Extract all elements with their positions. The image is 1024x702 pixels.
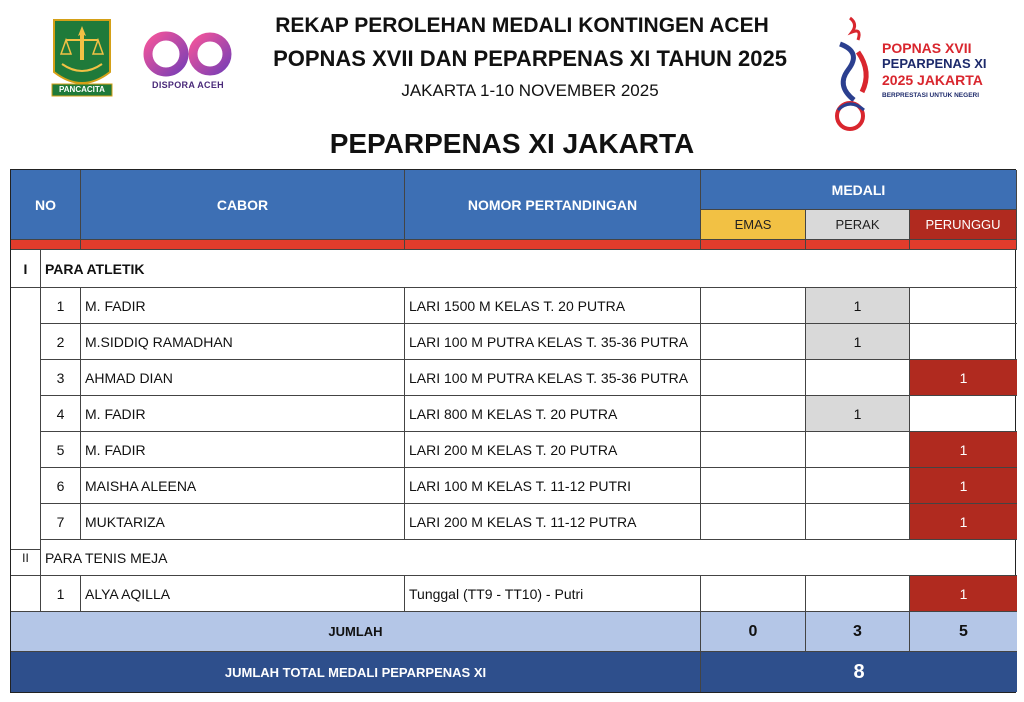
aceh-logo-caption: PANCACITA	[59, 85, 105, 94]
col-emas: EMAS	[701, 210, 806, 240]
row-no: 4	[41, 396, 81, 432]
row-perak	[806, 576, 910, 612]
sum-label: JUMLAH	[11, 612, 701, 652]
row-emas	[701, 576, 806, 612]
section-row	[11, 250, 1015, 288]
row-perunggu: 1	[910, 468, 1017, 504]
col-cabor: CABOR	[81, 170, 405, 240]
row-no: 1	[41, 288, 81, 324]
dispora-logo-caption: DISPORA ACEH	[152, 80, 224, 90]
table-row	[11, 468, 1015, 504]
row-perunggu: 1	[910, 504, 1017, 540]
row-no: 1	[41, 576, 81, 612]
row-event: LARI 100 M PUTRA KELAS T. 35-36 PUTRA	[405, 360, 701, 396]
section-name: PARA ATLETIK	[41, 250, 1017, 288]
row-no: 5	[41, 432, 81, 468]
row-athlete: M. FADIR	[81, 288, 405, 324]
row-athlete: AHMAD DIAN	[81, 360, 405, 396]
col-nomor: NOMOR PERTANDINGAN	[405, 170, 701, 240]
row-event: Tunggal (TT9 - TT10) - Putri	[405, 576, 701, 612]
row-athlete: MAISHA ALEENA	[81, 468, 405, 504]
col-medali: MEDALI	[701, 170, 1017, 210]
popnas-logo-line3: 2025 JAKARTA	[882, 72, 983, 88]
sum-perunggu: 5	[910, 612, 1017, 652]
popnas-logo-line2: PEPARPENAS XI	[882, 56, 987, 71]
section-name: PARA TENIS MEJA	[41, 540, 1017, 576]
row-emas	[701, 396, 806, 432]
row-perak	[806, 468, 910, 504]
col-perunggu: PERUNGGU	[910, 210, 1017, 240]
table-row	[11, 396, 1015, 432]
total-value: 8	[701, 652, 1017, 692]
row-athlete: M. FADIR	[81, 396, 405, 432]
page-subtitle: PEPARPENAS XI JAKARTA	[329, 128, 695, 159]
col-perak: PERAK	[806, 210, 910, 240]
row-perunggu	[910, 396, 1017, 432]
header-separator	[11, 240, 1015, 250]
row-athlete: M. FADIR	[81, 432, 405, 468]
table-row	[11, 504, 1015, 540]
row-athlete: M.SIDDIQ RAMADHAN	[81, 324, 405, 360]
row-event: LARI 800 M KELAS T. 20 PUTRA	[405, 396, 701, 432]
table-row	[11, 324, 1015, 360]
table-row	[11, 288, 1015, 324]
row-event: LARI 100 M KELAS T. 11-12 PUTRI	[405, 468, 701, 504]
row-perak: 1	[806, 288, 910, 324]
row-emas	[701, 360, 806, 396]
table-header	[11, 170, 1015, 240]
row-emas	[701, 504, 806, 540]
row-emas	[701, 468, 806, 504]
row-event: LARI 100 M PUTRA KELAS T. 35-36 PUTRA	[405, 324, 701, 360]
row-event: LARI 200 M KELAS T. 11-12 PUTRA	[405, 504, 701, 540]
section-number: II	[11, 540, 41, 576]
row-athlete: ALYA AQILLA	[81, 576, 405, 612]
row-perunggu	[910, 324, 1017, 360]
row-perak	[806, 360, 910, 396]
row-emas	[701, 432, 806, 468]
table-row	[11, 576, 1015, 612]
row-perak	[806, 504, 910, 540]
section-row	[11, 540, 1015, 576]
event-dates: JAKARTA 1-10 NOVEMBER 2025	[401, 81, 659, 100]
row-perak: 1	[806, 396, 910, 432]
row-no: 3	[41, 360, 81, 396]
row-event: LARI 200 M KELAS T. 20 PUTRA	[405, 432, 701, 468]
row-no: 7	[41, 504, 81, 540]
popnas-logo-tagline: BERPRESTASI UNTUK NEGERI	[882, 92, 980, 99]
row-perunggu: 1	[910, 360, 1017, 396]
sum-emas: 0	[701, 612, 806, 652]
row-event: LARI 1500 M KELAS T. 20 PUTRA	[405, 288, 701, 324]
row-no: 2	[41, 324, 81, 360]
event-title: POPNAS XVII DAN PEPARPENAS XI TAHUN 2025	[273, 46, 787, 71]
row-perunggu: 1	[910, 432, 1017, 468]
report-title: REKAP PEROLEHAN MEDALI KONTINGEN ACEH	[275, 14, 769, 37]
col-no: NO	[11, 170, 81, 240]
row-emas	[701, 324, 806, 360]
medal-table	[10, 169, 1016, 693]
row-emas	[701, 288, 806, 324]
table-row	[11, 360, 1015, 396]
row-perak	[806, 432, 910, 468]
total-row	[11, 652, 1015, 692]
row-perunggu	[910, 288, 1017, 324]
section-number: I	[11, 250, 41, 288]
total-label: JUMLAH TOTAL MEDALI PEPARPENAS XI	[11, 652, 701, 692]
sum-perak: 3	[806, 612, 910, 652]
table-row	[11, 432, 1015, 468]
row-perunggu: 1	[910, 576, 1017, 612]
row-perak: 1	[806, 324, 910, 360]
sum-row	[11, 612, 1015, 652]
row-no: 6	[41, 468, 81, 504]
popnas-logo-line1: POPNAS XVII	[882, 40, 972, 56]
row-athlete: MUKTARIZA	[81, 504, 405, 540]
